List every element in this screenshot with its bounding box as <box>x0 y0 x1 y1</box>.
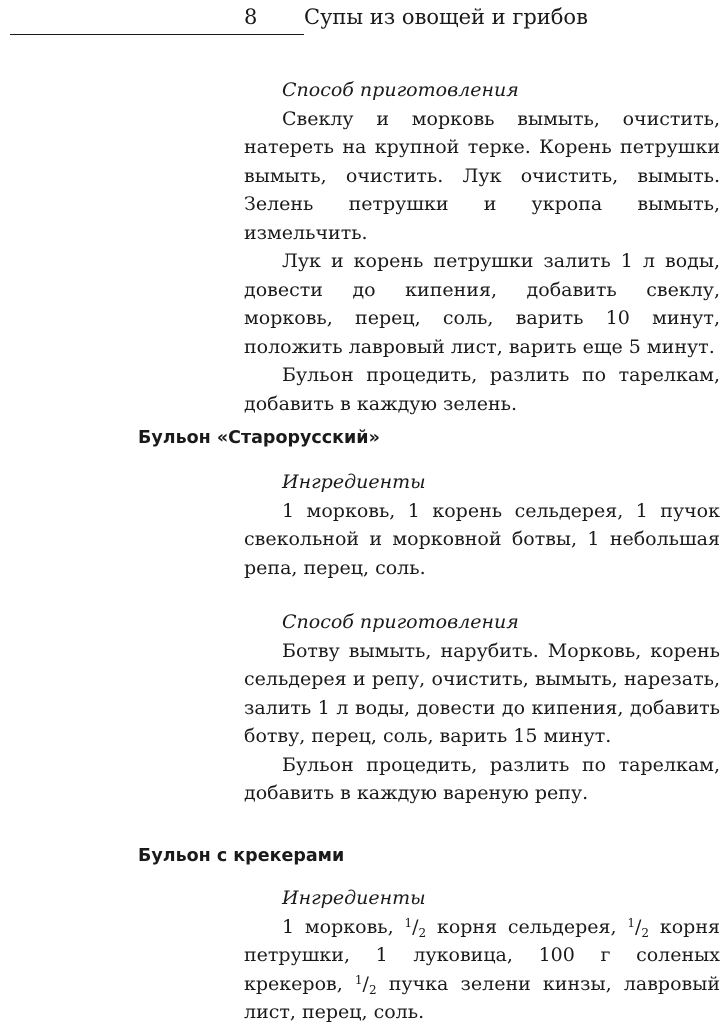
recipe-method <box>244 608 720 808</box>
running-title: Супы из овощей и грибов <box>304 5 588 29</box>
text-run: корня сельдерея, <box>426 915 628 938</box>
fraction-numerator: 1 <box>627 915 636 930</box>
running-header <box>0 0 728 40</box>
ingredients-text: 1 морковь, $^1/_2$ корня сельдерея, $^1/_2$ корня петрушки, 1 луковица, 100 г соленых крекеров, $^1/_2$ пучка зелени кинзы, лавровый лист, перец, соль. <box>244 915 720 1023</box>
method-label: Способ приготовления <box>282 79 519 101</box>
method-label: Способ приготовления <box>282 611 519 633</box>
ingredients-text: 1 морковь, 1 корень сельдерея, 1 пучок свекольной и морковной ботвы, 1 небольшая репа, перец, соль. <box>244 499 720 579</box>
method-paragraph: Свеклу и морковь вымыть, очистить, натереть на крупной терке. Корень петрушки вымыть, очистить. Лук очистить, вымыть. Зелень петрушки и укропа вымыть, измельчить. <box>244 107 720 244</box>
ingredients-label: Ингредиенты <box>282 471 426 493</box>
header-rule <box>10 34 304 35</box>
recipe-ingredients <box>244 884 720 1027</box>
fraction-denominator: 2 <box>418 925 427 940</box>
text-run: 1 морковь, <box>282 915 405 938</box>
fraction-denominator: 2 <box>641 925 650 940</box>
method-paragraph: Ботву вымыть, нарубить. Морковь, корень сельдерея и репу, очистить, вымыть, нарезать, залить 1 л воды, довести до кипения, добавить ботву, перец, соль, варить 15 минут. <box>244 639 720 747</box>
text-run: пучка зелени кинзы, лавровый лист, перец, соль. <box>244 972 720 1023</box>
recipe-title: Бульон с крекерами <box>138 846 345 866</box>
fraction-denominator: 2 <box>368 982 377 997</box>
previous-recipe-method <box>244 76 720 418</box>
method-paragraph: Бульон процедить, разлить по тарелкам, добавить в каждую зелень. <box>244 364 720 415</box>
text-run: корня петрушки, 1 луковица, 100 г соленых крекеров, <box>244 915 720 995</box>
recipe-title: Бульон «Старорусский» <box>138 428 380 448</box>
fraction-numerator: 1 <box>404 915 413 930</box>
method-paragraph: Бульон процедить, разлить по тарелкам, добавить в каждую вареную репу. <box>244 753 720 804</box>
recipe-ingredients <box>244 468 720 582</box>
page-number: 8 <box>244 5 258 29</box>
fraction-numerator: 1 <box>354 972 363 987</box>
method-paragraph: Лук и корень петрушки залить 1 л воды, довести до кипения, добавить свеклу, морковь, перец, соль, варить 10 минут, положить лавровый лист, варить еще 5 минут. <box>244 250 720 358</box>
ingredients-label: Ингредиенты <box>282 887 426 909</box>
